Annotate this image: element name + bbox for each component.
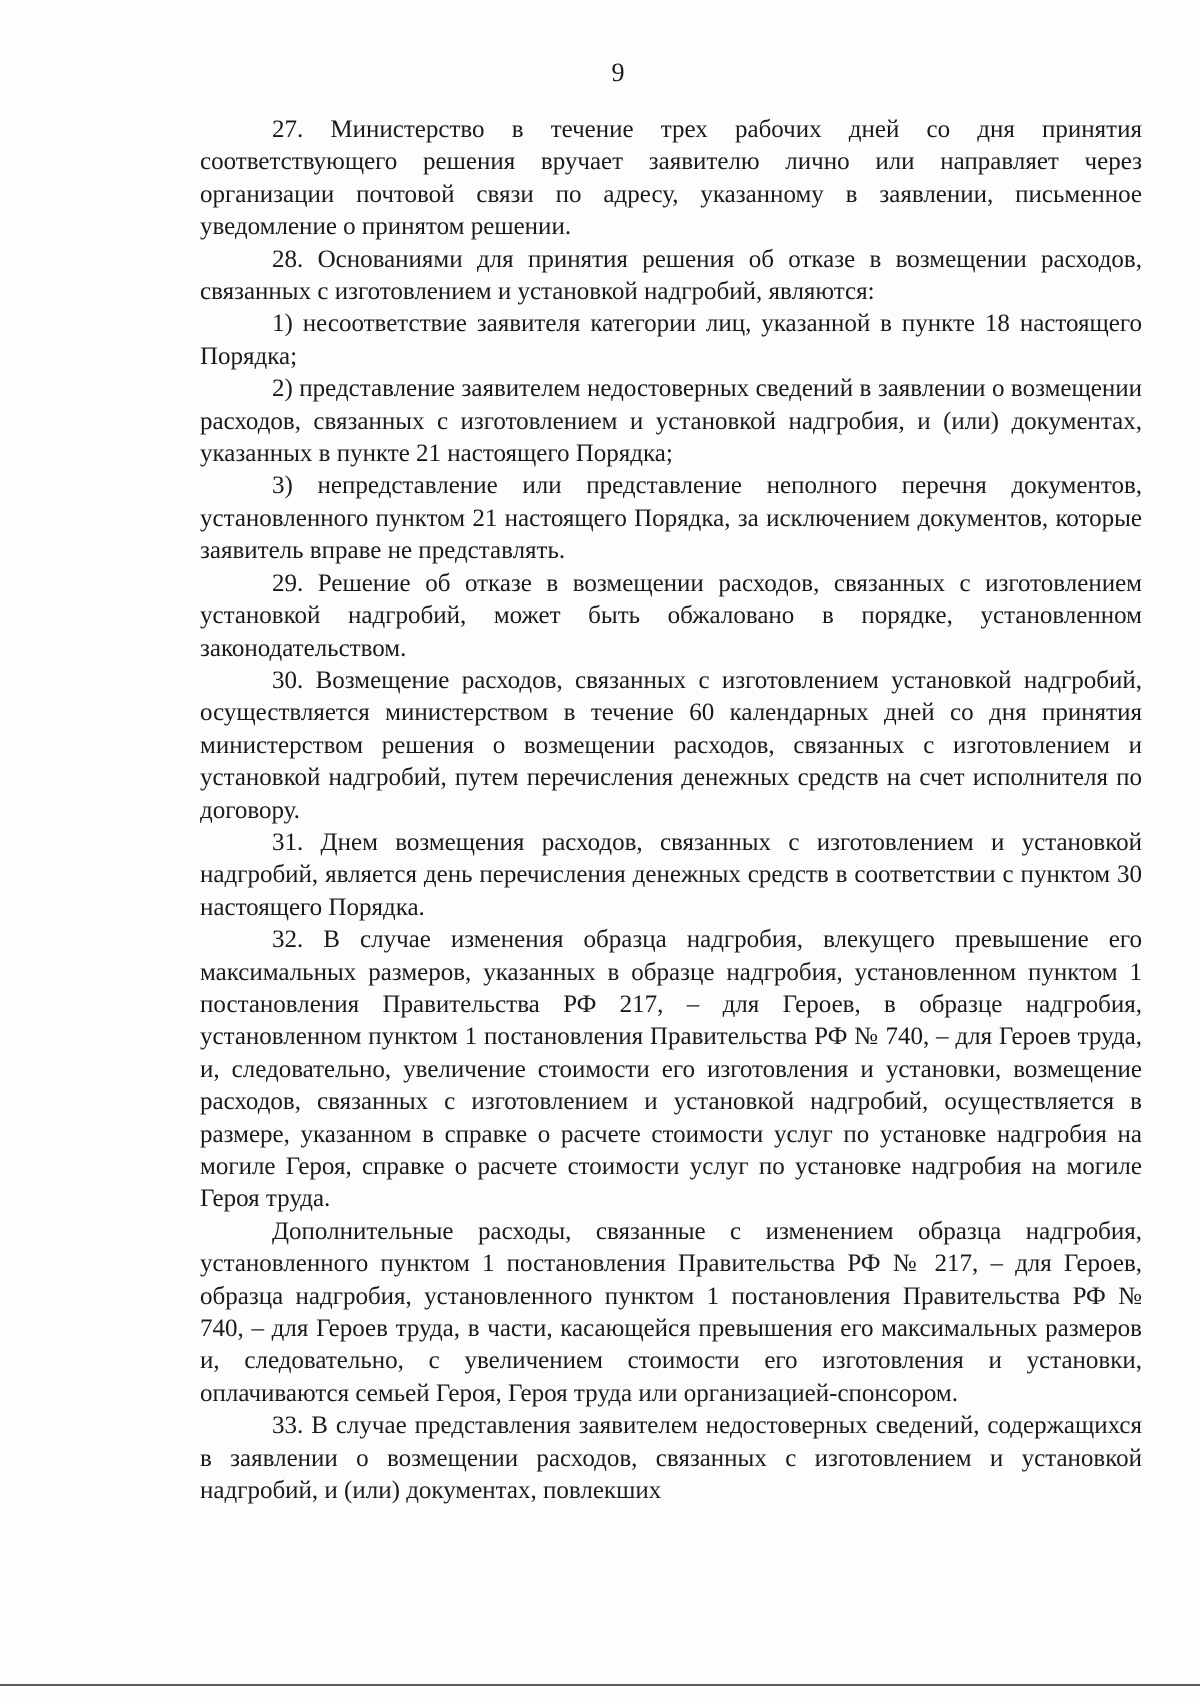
paragraph-28-item-1: 1) несоответствие заявителя категории лиц, указанной в пункте 18 настоящего Порядка; <box>200 310 1142 370</box>
page-number: 9 <box>611 58 625 87</box>
paragraph-28-item-2: 2) представление заявителем недостоверных сведений в заявлении о возмещении расходов, связанных с изготовлением и установкой надгробия, и (или) документах, указанных в пункте 21 настоящего Порядка; <box>200 375 1142 468</box>
document-body <box>200 114 1142 1507</box>
paragraph-32: 32. В случае изменения образца надгробия, влекущего превышение его максимальных размеров, указанных в образце надгробия, установленном пунктом 1 постановления Правительства РФ 217, – для Героев, в образце надгробия, установленном пунктом 1 постановления Правительства РФ № 740, – для Героев труда, и, следовательно, увеличение стоимости его изготовления и установки, возмещение расходов, связанных с изготовлением и установкой надгробий, осуществляется в размере, указанном в справке о расчете стоимости услуг по установке надгробия на могиле Героя, справке о расчете стоимости услуг по установке надгробия на могиле Героя труда. <box>200 926 1142 1213</box>
paragraph-30: 30. Возмещение расходов, связанных с изготовлением установкой надгробий, осуществляется министерством в течение 60 календарных дней со дня принятия министерством решения о возмещении расходов, связанных с изготовлением и установкой надгробий, путем перечисления денежных средств на счет исполнителя по договору. <box>200 666 1142 824</box>
paragraph-28: 28. Основаниями для принятия решения об отказе в возмещении расходов, связанных с изготовлением и установкой надгробий, являются: <box>200 245 1142 306</box>
paragraph-33: 33. В случае представления заявителем недостоверных сведений, содержащихся в заявлении о возмещении расходов, связанных с изготовлением и установкой надгробий, и (или) документах, повлекших <box>200 1412 1142 1505</box>
paragraph-28-item-3: 3) непредставление или представление неполного перечня документов, установленного пунктом 21 настоящего Порядка, за исключением документов, которые заявитель вправе не представлять. <box>200 472 1142 565</box>
paragraph-31: 31. Днем возмещения расходов, связанных с изготовлением и установкой надгробий, является день перечисления денежных средств в соответствии с пунктом 30 настоящего Порядка. <box>200 828 1142 921</box>
paragraph-32-additional: Дополнительные расходы, связанные с изменением образца надгробия, установленного пунктом 1 постановления Правительства РФ № 217, – для Героев, образца надгробия, установленного пунктом 1 постановления Правительства РФ № 740, – для Героев труда, в части, касающейся превышения его максимальных размеров и, следовательно, с увеличением стоимости его изготовления и установки, оплачиваются семьей Героя, Героя труда или организацией-спонсором. <box>200 1217 1142 1407</box>
scan-bottom-edge <box>0 1684 1200 1686</box>
paragraph-29: 29. Решение об отказе в возмещении расходов, связанных с изготовлением установкой надгробий, может быть обжаловано в порядке, установленном законодательством. <box>200 569 1142 662</box>
paragraph-27: 27. Министерство в течение трех рабочих дней со дня принятия соответствующего решения вручает заявителю лично или направляет через организации почтовой связи по адресу, указанному в заявлении, письменное уведомление о принятом решении. <box>200 116 1142 241</box>
